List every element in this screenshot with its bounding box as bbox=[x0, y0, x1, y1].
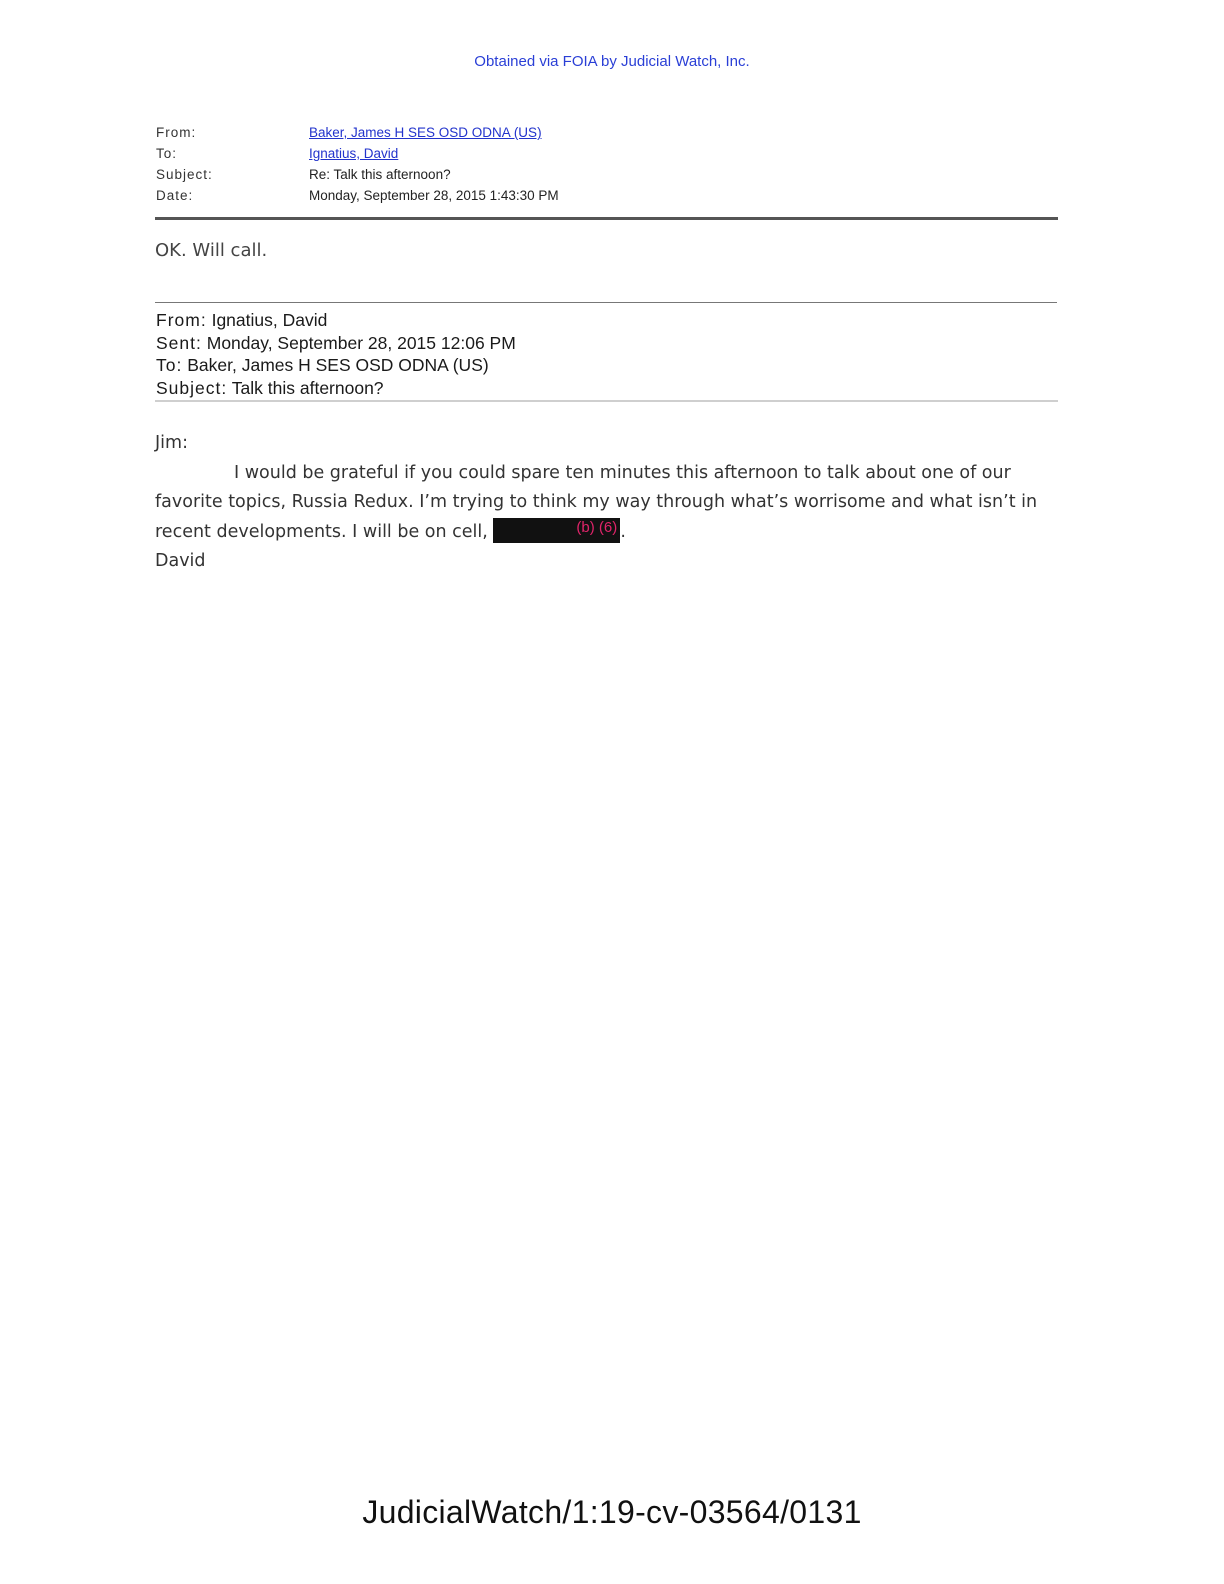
forwarded-to-value: Baker, James H SES OSD ODNA (US) bbox=[187, 355, 489, 375]
forward-divider bbox=[155, 302, 1057, 303]
message-greeting: Jim: bbox=[155, 433, 188, 453]
header-to-link[interactable]: Ignatius, David bbox=[309, 146, 399, 161]
forwarded-sent-value: Monday, September 28, 2015 12:06 PM bbox=[206, 332, 516, 353]
header-from-row bbox=[156, 122, 1056, 143]
redaction-code: (b) (6) bbox=[576, 518, 618, 536]
header-subject-value: Re: Talk this afternoon? bbox=[309, 167, 451, 182]
message-body bbox=[155, 429, 1060, 577]
forwarded-from-value: Ignatius, David bbox=[211, 310, 328, 330]
header-to-row bbox=[156, 143, 1056, 164]
header-date-label: Date: bbox=[156, 188, 194, 203]
email-header bbox=[156, 122, 1056, 206]
redaction-box bbox=[493, 518, 620, 543]
forwarded-sent-row bbox=[156, 332, 1056, 355]
header-from-label: From: bbox=[156, 125, 197, 140]
header-to-label: To: bbox=[156, 146, 178, 161]
foia-banner: Obtained via FOIA by Judicial Watch, Inc. bbox=[474, 53, 750, 70]
header-date-value: Monday, September 28, 2015 1:43:30 PM bbox=[309, 188, 559, 203]
header-from-link[interactable]: Baker, James H SES OSD ODNA (US) bbox=[309, 125, 542, 140]
forwarded-header bbox=[156, 309, 1056, 399]
message-paragraph-end: . bbox=[620, 521, 626, 542]
forwarded-to-row bbox=[156, 354, 1056, 377]
forwarded-from-label: From: bbox=[156, 310, 207, 330]
forwarded-header-divider bbox=[155, 400, 1058, 402]
bates-number: JudicialWatch/1:19-cv-03564/0131 bbox=[362, 1494, 862, 1530]
header-subject-row bbox=[156, 164, 1056, 185]
reply-text: OK. Will call. bbox=[155, 240, 268, 261]
forwarded-sent-label: Sent: bbox=[156, 332, 202, 353]
forwarded-subject-row bbox=[156, 377, 1056, 400]
forwarded-subject-value: Talk this afternoon? bbox=[231, 377, 384, 398]
header-subject-label: Subject: bbox=[156, 167, 213, 182]
header-date-row bbox=[156, 185, 1056, 206]
message-signature: David bbox=[155, 551, 206, 571]
message-paragraph-text: I would be grateful if you could spare ten minutes this afternoon to talk about one of our favorite topics, Russia Redux. I’m trying to think my way through what’s worrisome and what isn’t in recent developments. I will be on cell, bbox=[155, 462, 1038, 542]
forwarded-from-row bbox=[156, 309, 1056, 332]
header-divider bbox=[155, 217, 1058, 220]
forwarded-subject-label: Subject: bbox=[156, 377, 228, 398]
message-paragraph bbox=[155, 459, 1060, 548]
forwarded-to-label: To: bbox=[156, 355, 183, 375]
